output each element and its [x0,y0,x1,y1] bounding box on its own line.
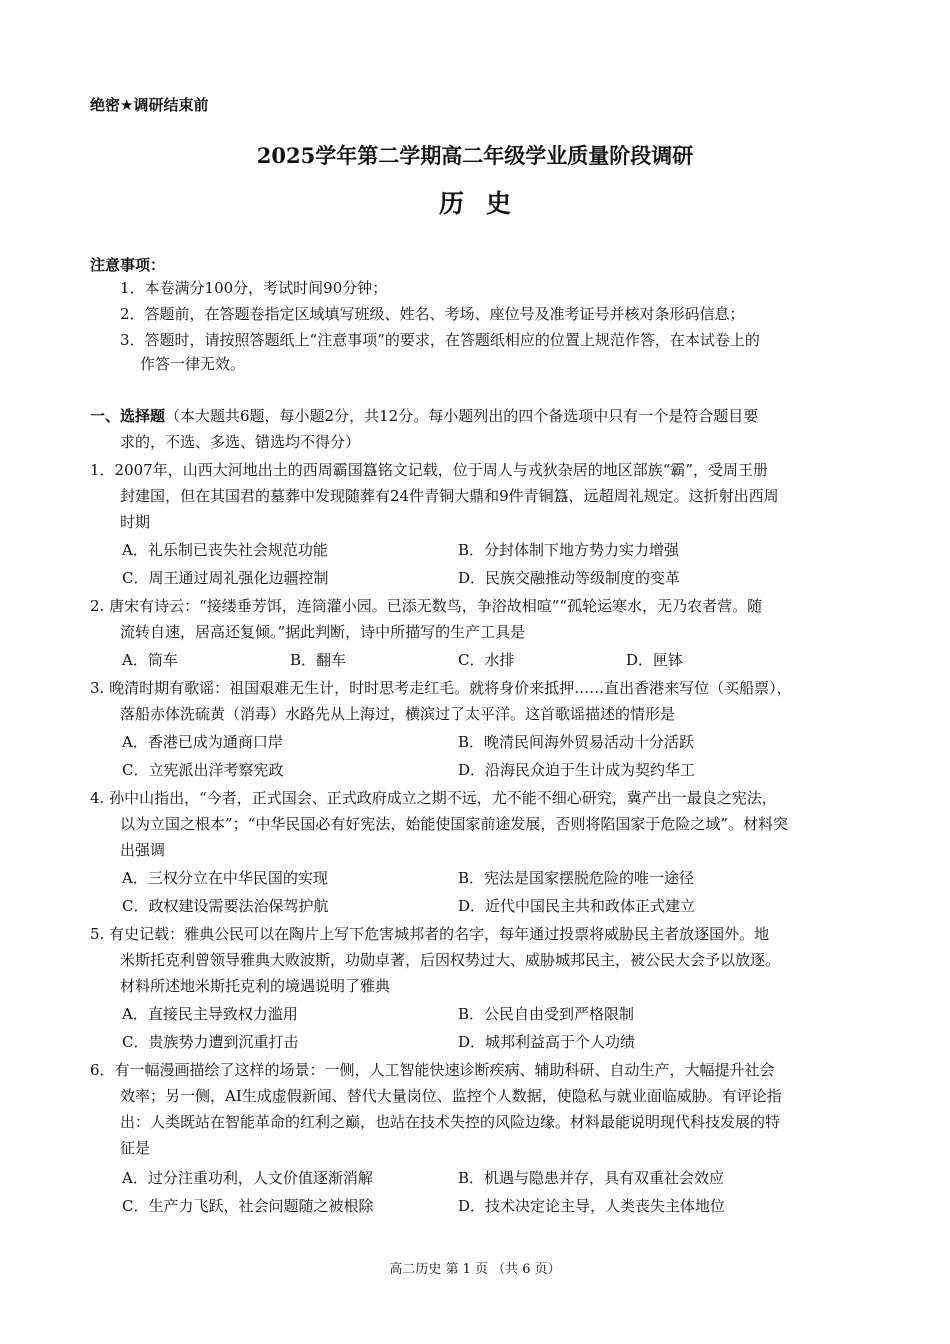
question-3-option-a: A．香港已成为通商口岸 [122,733,283,751]
question-5-line: 材料所述地米斯托克利的境遇说明了雅典 [120,977,391,995]
section-heading [90,406,758,426]
question-6-line: 效率；另一侧，AI生成虚假新闻、替代大量岗位、监控个人数据，使隐私与就业面临威胁。有评论指 [120,1087,782,1105]
section-label: 一、选择题 [90,407,166,425]
question-2-option-a: A．筒车 [122,651,178,669]
question-4-option-c: C．政权建设需要法治保驾护航 [122,897,329,915]
question-1-line: 封建国，但在其国君的墓葬中发现随葬有24件青铜大鼎和9件青铜簋，远超周礼规定。这折射出西周 [120,487,779,505]
note-item: 1．本卷满分100分，考试时间90分钟； [120,279,388,297]
notes-heading: 注意事项： [90,256,166,274]
question-6-option-c: C．生产力飞跃，社会问题随之被根除 [122,1197,374,1215]
note-item: 2．答题前，在答题卷指定区域填写班级、姓名、考场、座位号及准考证号并核对条形码信息； [120,305,745,323]
exam-title: 2025学年第二学期高二年级学业质量阶段调研 [256,143,694,168]
question-1-option-a: A．礼乐制已丧失社会规范功能 [122,541,328,559]
question-6-line: 出：人类既站在智能革命的红利之巅，也站在技术失控的风险边缘。材料最能说明现代科技发展的特 [120,1113,781,1131]
question-2-line: 2. 唐宋有诗云：“接缕垂芳饵，连筒灌小园。已添无数鸟，争浴故相喧”“孤轮运寒水，无乃农者营。随 [90,597,763,615]
question-4-option-d: D．近代中国民主共和政体正式建立 [458,897,696,915]
question-4-line: 以为立国之根本”；“中华民国必有好宪法，始能使国家前途发展，否则将陷国家于危险之域”。材料突 [120,815,789,833]
note-item: 作答一律无效。 [140,355,246,373]
section-desc: （本大题共6题，每小题2分，共12分。每小题列出的四个备选项中只有一个是符合题目要 [165,407,759,425]
question-6-line: 征是 [120,1139,151,1157]
question-1-option-b: B．分封体制下地方势力实力增强 [458,541,680,559]
question-1-option-c: C．周王通过周礼强化边疆控制 [122,569,329,587]
secret-label: 绝密★调研结束前 [90,96,209,114]
question-5-line: 5. 有史记载：雅典公民可以在陶片上写下危害城邦者的名字，每年通过投票将威胁民主者放逐国外。地 [90,925,770,943]
question-6-line: 6．有一幅漫画描绘了这样的场景：一侧，人工智能快速诊断疾病、辅助科研、自动生产，大幅提升社会 [90,1061,775,1079]
question-1-line: 时期 [120,513,151,531]
question-2-line: 流转自速，居高还复倾。”据此判断，诗中所描写的生产工具是 [120,623,526,641]
question-1-line: 1．2007年，山西大河地出土的西周霸国簋铭文记载，位于周人与戎狄杂居的地区部族“霸”，受周王册 [90,461,769,479]
question-3-option-b: B．晚清民间海外贸易活动十分活跃 [458,733,695,751]
question-4-option-a: A．三权分立在中华民国的实现 [122,869,328,887]
question-6-option-b: B．机遇与隐患并存，具有双重社会效应 [458,1169,725,1187]
question-2-option-c: C．水排 [458,651,515,669]
question-6-option-d: D．技术决定论主导，人类丧失主体地位 [458,1197,726,1215]
question-2-option-d: D．匣钵 [626,651,684,669]
question-2-option-b: B．翻车 [290,651,347,669]
question-3-option-c: C．立宪派出洋考察宪政 [122,761,284,779]
note-item: 3．答题时，请按照答题纸上“注意事项”的要求，在答题纸相应的位置上规范作答，在本试卷上的 [120,331,760,349]
question-5-option-c: C．贵族势力遭到沉重打击 [122,1033,299,1051]
question-5-line: 米斯托克利曾领导雅典大败波斯，功勋卓著，后因权势过大、威胁城邦民主，被公民大会予以放逐。 [120,951,781,969]
question-5-option-a: A．直接民主导致权力滥用 [122,1005,298,1023]
section-desc-2: 求的，不选、多选、错选均不得分） [120,433,361,451]
question-5-option-b: B．公民自由受到严格限制 [458,1005,635,1023]
question-1-option-d: D．民族交融推动等级制度的变革 [458,569,681,587]
question-3-line: 落船赤体洗硫黄（消毒）水路先从上海过，横滨过了太平洋。这首歌谣描述的情形是 [120,705,676,723]
question-6-option-a: A．过分注重功利，人文价值逐渐消解 [122,1169,373,1187]
question-5-option-d: D．城邦利益高于个人功绩 [458,1033,636,1051]
subject-title: 历史 [438,189,533,218]
question-3-option-d: D．沿海民众迫于生计成为契约华工 [458,761,696,779]
question-3-line: 3. 晚清时期有歌谣：祖国艰难无生计，时时思考走红毛。就将身价来抵押……直出香港来写位（买船票）， [90,679,792,697]
question-4-line: 4. 孙中山指出，“今者，正式国会、正式政府成立之期不远，尤不能不细心研究，冀产出一最良之宪法， [90,789,777,807]
page-footer: 高二历史 第 1 页 （共 6 页） [389,1262,561,1277]
question-4-option-b: B．宪法是国家摆脱危险的唯一途径 [458,869,695,887]
question-4-line: 出强调 [120,841,166,859]
